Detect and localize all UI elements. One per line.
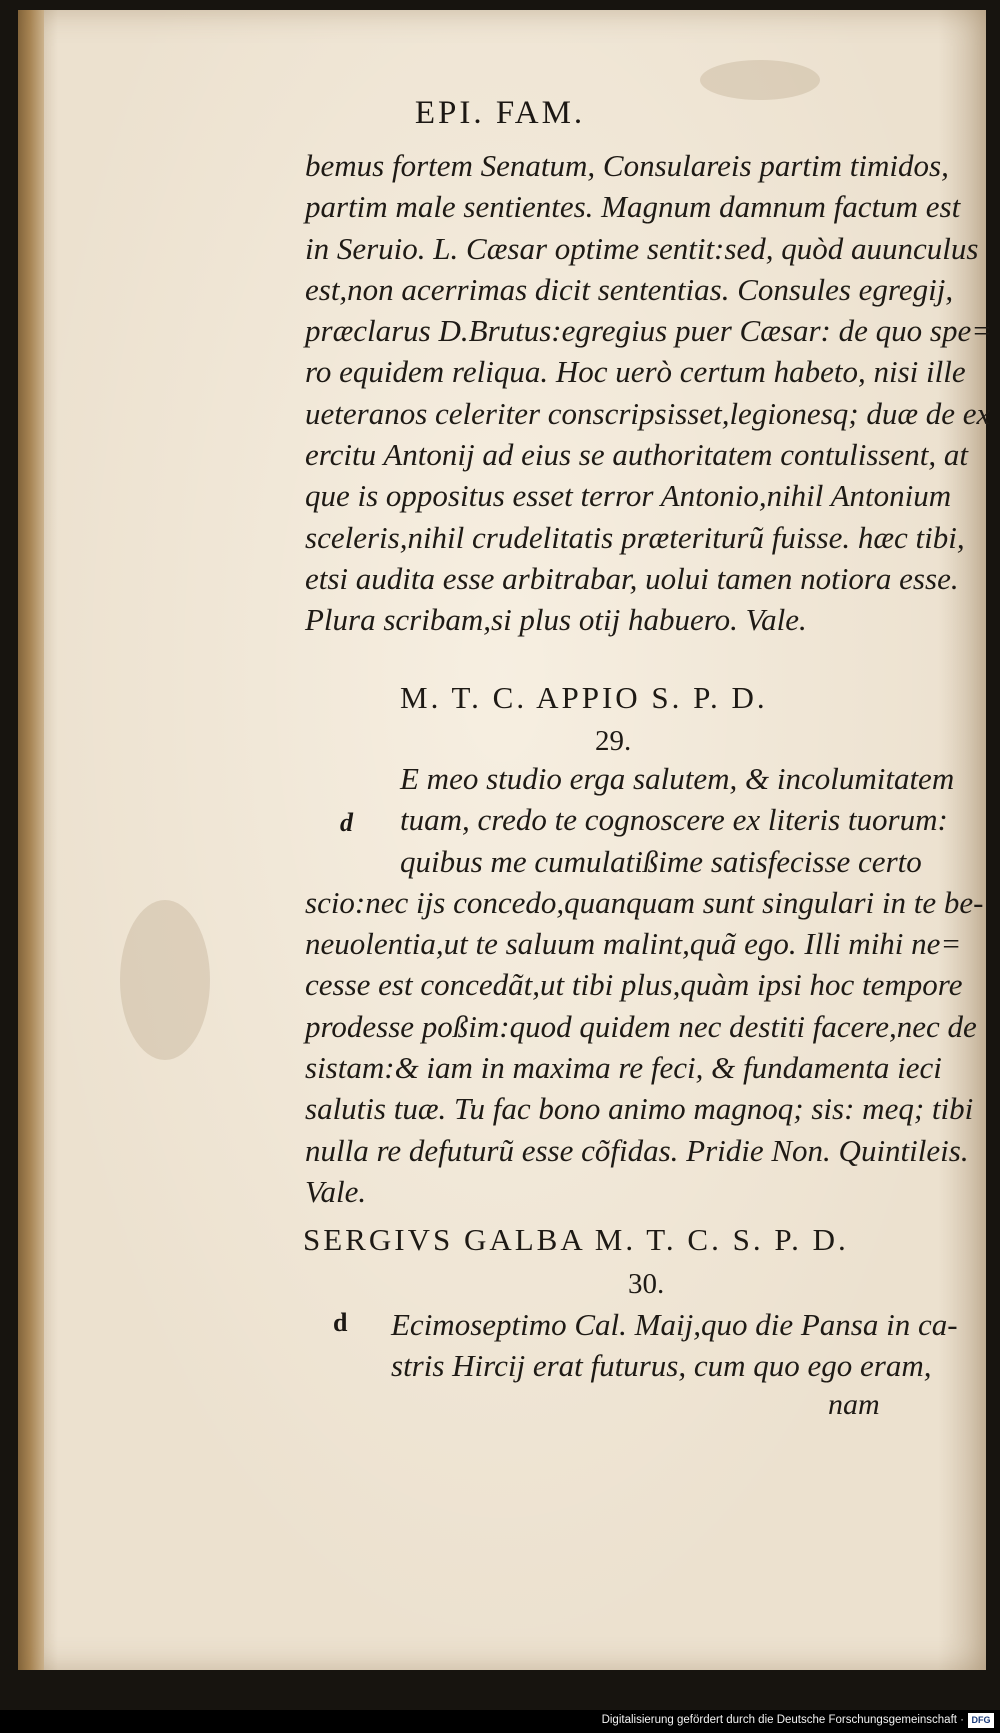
text-line: est,non acerrimas dicit sententias. Consules egregij,: [305, 271, 954, 307]
page-stain: [120, 900, 210, 1060]
text-line: sceleris,nihil crudelitatis præteriturũ fuisse. hæc tibi,: [305, 519, 965, 555]
text-line: neuolentia,ut te saluum malint,quã ego. Illi mihi ne=: [305, 926, 962, 962]
catchword: nam: [828, 1388, 880, 1421]
letter-number-2: 30.: [628, 1268, 665, 1300]
text-line: Vale.: [305, 1173, 367, 1209]
margin-mark: d: [333, 1308, 348, 1337]
margin-mark: d: [340, 808, 353, 837]
text-line: cesse est concedãt,ut tibi plus,quàm ipsi hoc tempore: [305, 967, 963, 1003]
text-line: scio:nec ijs concedo,quanquam sunt singulari in te be-: [305, 884, 984, 920]
text-line: salutis tuæ. Tu fac bono animo magnoq; sis: meq; tibi: [305, 1091, 974, 1127]
book-spine: [18, 10, 44, 1670]
text-line: in Seruio. L. Cæsar optime sentit:sed, quòd auunculus: [305, 230, 979, 266]
text-line: partim male sentientes. Magnum damnum factum est: [305, 189, 961, 225]
running-head: EPI. FAM.: [414, 95, 586, 131]
letter-heading-1: M. T. C. APPIO S. P. D.: [400, 680, 768, 715]
text-line: nulla re defuturũ esse cõfidas. Pridie Non. Quintileis.: [305, 1132, 969, 1168]
text-line: stris Hircij erat futurus, cum quo ego eram,: [391, 1348, 932, 1384]
text-line: Plura scribam,si plus otij habuero. Vale.: [305, 602, 807, 638]
text-line: quibus me cumulatißime satisfecisse certo: [400, 843, 922, 879]
letter-heading-2: SERGIVS GALBA M. T. C. S. P. D.: [303, 1222, 849, 1257]
text-line: prodesse poßim:quod quidem nec destiti facere,nec de: [305, 1008, 977, 1044]
dfg-logo: DFG: [968, 1713, 994, 1728]
text-line: que is oppositus esset terror Antonio,nihil Antonium: [305, 478, 952, 514]
letter-number-1: 29.: [595, 725, 632, 757]
text-line: sistam:& iam in maxima re feci, & fundamenta ieci: [305, 1050, 942, 1086]
letter-text-block-3: [305, 1304, 965, 1387]
text-line: bemus fortem Senatum, Consulareis partim timidos,: [305, 148, 949, 183]
page-stain: [700, 60, 820, 100]
footer-credit: Digitalisierung gefördert durch die Deutsche Forschungsgemeinschaft ·: [601, 1714, 964, 1726]
text-line: Ecimoseptimo Cal. Maij,quo die Pansa in ca-: [391, 1307, 958, 1342]
text-line: ercitu Antonij ad eius se authoritatem contulissent, at: [305, 437, 969, 473]
letter-text-block-1: [305, 145, 993, 641]
text-line: præclarus D.Brutus:egregius puer Cæsar: de quo spe=: [305, 313, 993, 349]
text-line: tuam, credo te cognoscere ex literis tuorum:: [400, 802, 948, 838]
text-line: ro equidem reliqua. Hoc uerò certum habeto, nisi ille: [305, 354, 966, 390]
text-line: ueteranos celeriter conscripsisset,legionesq; duæ de ex: [305, 395, 991, 431]
text-line: E meo studio erga salutem, & incolumitatem: [400, 761, 955, 796]
text-line: etsi audita esse arbitrabar, uolui tamen notiora esse.: [305, 560, 959, 596]
letter-text-block-2: [305, 758, 984, 1212]
